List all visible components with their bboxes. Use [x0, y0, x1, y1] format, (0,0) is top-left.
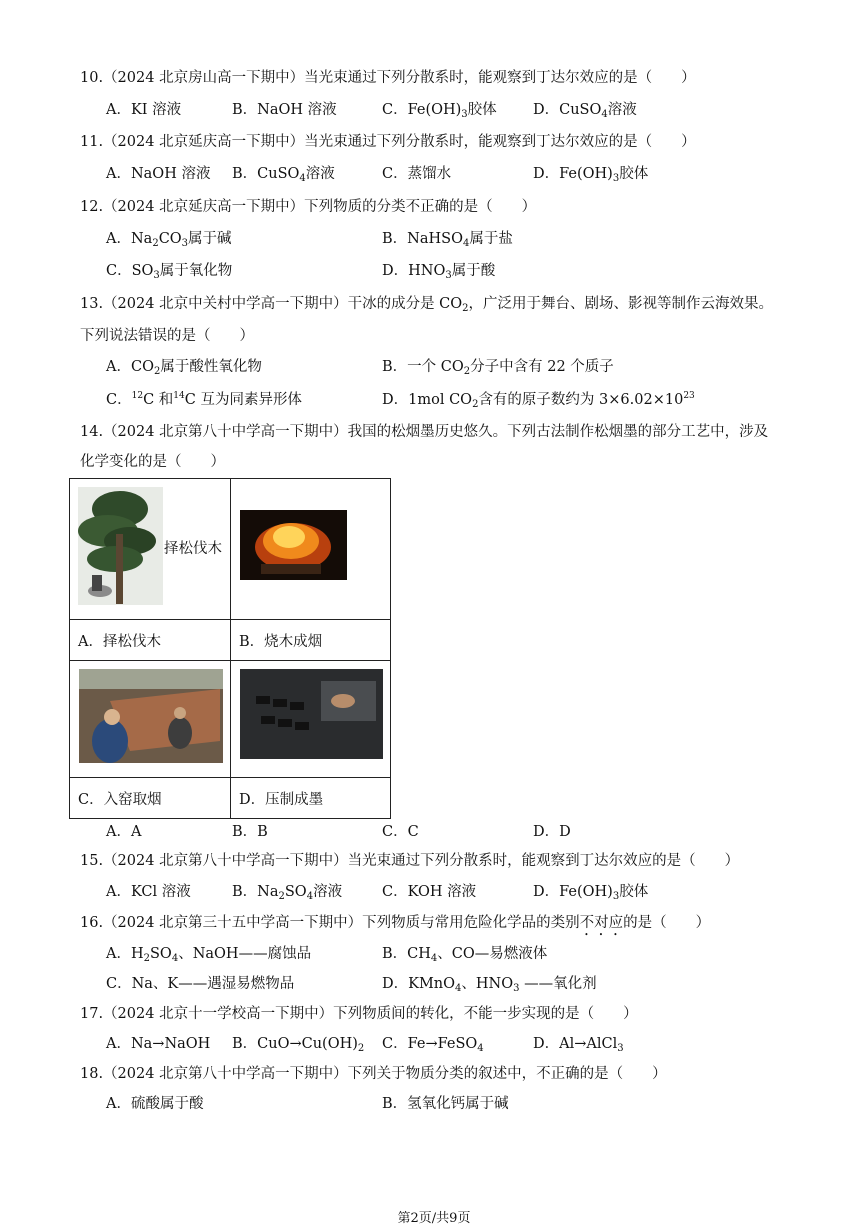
question-10-stem: 10.（2024 北京房山高一下期中）当光束通过下列分散系时，能观察到丁达尔效应的是（ ）: [80, 70, 696, 86]
q13-option-d: D．1mol $CO_2$含有的原子数约为 $3\times 6.02\times 10^{23}$: [382, 391, 695, 410]
q10-option-a: A．KI 溶液: [106, 102, 182, 118]
q14-label-d: D．压制成墨: [231, 778, 391, 819]
q14-cell-image-c: [70, 661, 231, 778]
q13-option-b: B．一个 $CO_2$分子中含有 22 个质子: [382, 359, 614, 377]
q14-cell-image-d: [231, 661, 391, 778]
burning-fire-image: [231, 479, 390, 619]
q11-option-c: C．蒸馏水: [382, 166, 452, 182]
q11-option-d: D．$Fe(OH)_3$胶体: [533, 166, 649, 184]
q14-option-d: D．D: [533, 824, 571, 840]
q15-option-c: C．KOH 溶液: [382, 884, 477, 900]
question-18-stem: 18.（2024 北京第八十中学高一下期中）下列关于物质分类的叙述中，不正确的是（ ）: [80, 1066, 667, 1082]
q12-option-d: D．$HNO_3$属于酸: [382, 263, 496, 281]
q16-option-c: C．Na、K——遇湿易燃物品: [106, 976, 295, 992]
q14-option-c: C．C: [382, 824, 419, 840]
q14-option-a: A．A: [106, 824, 142, 840]
question-12-stem: 12.（2024 北京延庆高一下期中）下列物质的分类不正确的是（ ）: [80, 199, 537, 215]
q11-option-a: A．NaOH 溶液: [106, 166, 211, 182]
kiln-workers-image: [70, 661, 230, 777]
question-14-stem: 14.（2024 北京第八十中学高一下期中）我国的松烟墨历史悠久。下列古法制作松烟墨的部分工艺中，涉及: [80, 424, 769, 440]
emphasis-dot-text: 不对应: [579, 915, 624, 931]
q14-cell-image-b: [231, 479, 391, 620]
q12-option-a: A．$Na_2CO_3$属于碱: [106, 231, 232, 249]
q14-label-c: C．入窑取烟: [70, 778, 231, 819]
q17-option-b: B．$CuO\to Cu(OH)_2$: [232, 1036, 365, 1054]
q14-label-b: B．烧木成烟: [231, 620, 391, 661]
q16-option-a: A．$H_2SO_4$、NaOH——腐蚀品: [106, 946, 312, 964]
q14-label-a: A．择松伐木: [70, 620, 231, 661]
question-13-stem-line2: 下列说法错误的是（ ）: [80, 328, 254, 344]
page-footer: 第2页/共9页: [397, 1211, 471, 1226]
q18-option-a: A．硫酸属于酸: [106, 1096, 204, 1112]
q15-option-a: A．KCl 溶液: [106, 884, 191, 900]
question-11-stem: 11.（2024 北京延庆高一下期中）当光束通过下列分散系时，能观察到丁达尔效应的是（ ）: [80, 134, 696, 150]
q14-image-table: [69, 478, 391, 819]
q15-option-b: B．$Na_2SO_4$溶液: [232, 884, 343, 902]
q13-option-c: C．$^{12}$C 和$^{14}$C 互为同素异形体: [106, 391, 302, 408]
q11-option-b: B．CuSO$_4$溶液: [232, 166, 335, 184]
question-13-stem: 13.（2024 北京中关村中学高一下期中）干冰的成分是 $CO_2$，广泛用于舞台、剧场、影视等制作云海效果。: [80, 296, 774, 314]
ink-press-image: [231, 661, 390, 777]
q15-option-d: D．$Fe(OH)_3$胶体: [533, 884, 649, 902]
q17-option-a: A．Na→NaOH: [106, 1036, 211, 1052]
q16-option-d: D．KMnO$_4$、$HNO_3$ ——氧化剂: [382, 976, 597, 994]
q12-option-b: B．NaHSO$_4$属于盐: [382, 231, 513, 249]
q18-option-b: B．氢氧化钙属于碱: [382, 1096, 509, 1112]
q13-option-a: A．$CO_2$属于酸性氧化物: [106, 359, 262, 377]
q17-option-c: C．Fe→FeSO$_4$: [382, 1036, 484, 1054]
q14-option-b: B．B: [232, 824, 268, 840]
q14-cell-image-a: [70, 479, 231, 620]
q14-image-a-caption: 择松伐木: [164, 541, 222, 557]
q10-option-d: D．CuSO$_4$溶液: [533, 102, 637, 120]
question-16-stem: 16.（2024 北京第三十五中学高一下期中）下列物质与常用危险化学品的类别不对应的是（ ）: [80, 915, 711, 931]
q10-option-c: C．$Fe(OH)_3$胶体: [382, 102, 497, 120]
question-14-stem-line2: 化学变化的是（ ）: [80, 454, 225, 470]
q10-option-b: B．NaOH 溶液: [232, 102, 337, 118]
q17-option-d: D．Al→AlCl$_3$: [533, 1036, 624, 1054]
q12-option-c: C．$SO_3$属于氧化物: [106, 263, 233, 281]
question-17-stem: 17.（2024 北京十一学校高一下期中）下列物质间的转化，不能一步实现的是（ ）: [80, 1006, 638, 1022]
question-15-stem: 15.（2024 北京第八十中学高一下期中）当光束通过下列分散系时，能观察到丁达尔效应的是（ ）: [80, 853, 740, 869]
q16-option-b: B．$CH_4$、CO—易燃液体: [382, 946, 548, 964]
